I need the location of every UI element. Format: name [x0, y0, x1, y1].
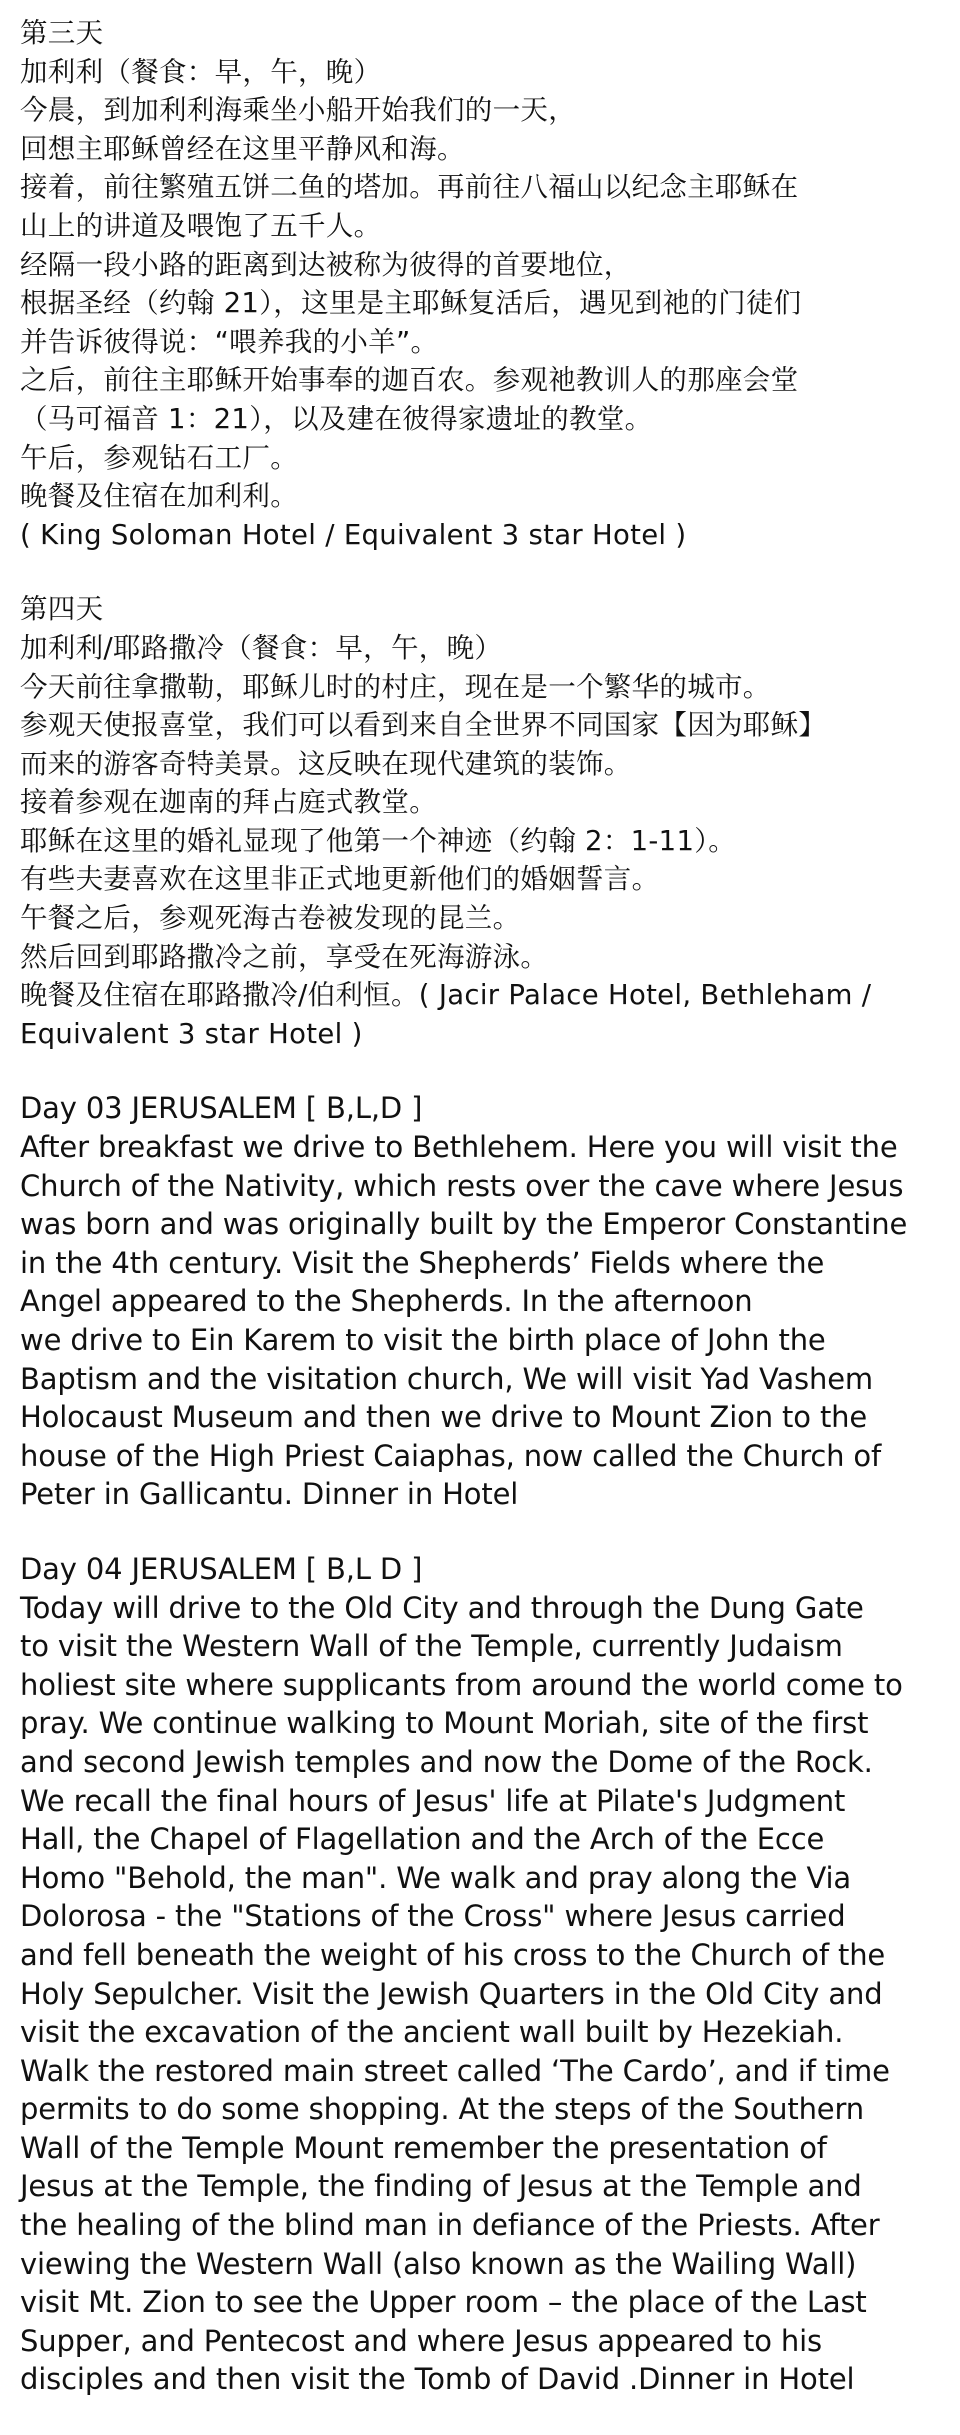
text-line: 晚餐及住宿在加利利。 [20, 480, 298, 513]
section-heading: Day 04 JERUSALEM [ B,L D ] [20, 1551, 423, 1586]
text-line: permits to do some shopping. At the steps of the Southern [20, 2092, 864, 2127]
text-line: Homo "Behold, the man". We walk and pray along the Via [20, 1860, 852, 1895]
itinerary-document [20, 14, 950, 2435]
text-line: 山上的讲道及喂饱了五千人。 [20, 209, 382, 242]
day-3-chinese-section [20, 14, 950, 554]
text-line: 耶稣在这里的婚礼显现了他第一个神迹（约翰 2：1-11）。 [20, 824, 737, 857]
text-line: house of the High Priest Caiaphas, now called the Church of [20, 1438, 882, 1473]
text-line: Angel appeared to the Shepherds. In the afternoon [20, 1284, 753, 1319]
text-line: in the 4th century. Visit the Shepherds’ Fields where the [20, 1245, 825, 1280]
text-line: Dolorosa - the "Stations of the Cross" where Jesus carried [20, 1899, 846, 1934]
text-line: Today will drive to the Old City and through the Dung Gate [20, 1590, 864, 1625]
text-line: 根据圣经（约翰 21），这里是主耶稣复活后，遇见到祂的门徒们 [20, 287, 802, 320]
text-line: disciples and then visit the Tomb of David .Dinner in Hotel [20, 2362, 855, 2397]
day-3-english-section [20, 1089, 950, 1514]
text-line: 午餐之后，参观死海古卷被发现的昆兰。 [20, 902, 521, 935]
text-line: 今天前往拿撒勒，耶稣儿时的村庄，现在是一个繁华的城市。 [20, 670, 771, 703]
text-line: Wall of the Temple Mount remember the presentation of [20, 2130, 827, 2165]
text-line: Baptism and the visitation church, We will visit Yad Vashem [20, 1361, 874, 1396]
text-line: 加利利/耶路撒冷（餐食：早，午，晚） [20, 631, 503, 664]
text-line: （马可福音 1：21），以及建在彼得家遗址的教堂。 [20, 402, 653, 435]
text-line: the healing of the blind man in defiance of the Priests. After [20, 2208, 880, 2243]
text-line: 回想主耶稣曾经在这里平静风和海。 [20, 132, 465, 165]
text-line: pray. We continue walking to Mount Moriah, site of the first [20, 1706, 869, 1741]
text-line: Peter in Gallicantu. Dinner in Hotel [20, 1477, 519, 1512]
day-4-english-section [20, 1550, 950, 2399]
section-heading: 第四天 [20, 593, 104, 626]
text-line: Holy Sepulcher. Visit the Jewish Quarters in the Old City and [20, 1976, 883, 2011]
section-heading: 第三天 [20, 17, 104, 49]
text-line: 今晨，到加利利海乘坐小船开始我们的一天， [20, 94, 576, 127]
text-line: 午后，参观钻石工厂。 [20, 441, 298, 474]
text-line: Jesus at the Temple, the finding of Jesus at the Temple and [20, 2169, 862, 2204]
text-line: 有些夫妻喜欢在这里非正式地更新他们的婚姻誓言。 [20, 863, 660, 896]
text-line: Supper, and Pentecost and where Jesus appeared to his [20, 2323, 823, 2358]
hotel-line: ( King Soloman Hotel / Equivalent 3 star Hotel ) [20, 518, 687, 551]
text-line: holiest site where supplicants from around the world come to [20, 1667, 903, 1702]
text-line: Hall, the Chapel of Flagellation and the Arch of the Ecce [20, 1822, 825, 1857]
text-line: Walk the restored main street called ‘The Cardo’, and if time [20, 2053, 890, 2088]
text-line: 并告诉彼得说：“喂养我的小羊”。 [20, 325, 439, 358]
text-line: Church of the Nativity, which rests over the cave where Jesus [20, 1168, 904, 1203]
text-line: 经隔一段小路的距离到达被称为彼得的首要地位， [20, 248, 632, 281]
day-4-chinese-section [20, 590, 950, 1053]
section-heading: Day 03 JERUSALEM [ B,L,D ] [20, 1091, 423, 1126]
text-line: to visit the Western Wall of the Temple, currently Judaism [20, 1629, 843, 1664]
text-line: visit Mt. Zion to see the Upper room – the place of the Last [20, 2285, 867, 2320]
text-line: 接着参观在迦南的拜占庭式教堂。 [20, 786, 437, 819]
text-line: 加利利（餐食：早，午，晚） [20, 55, 382, 88]
text-line: Holocaust Museum and then we drive to Mount Zion to the [20, 1400, 868, 1435]
text-line: 而来的游客奇特美景。这反映在现代建筑的装饰。 [20, 747, 632, 780]
text-line: We recall the final hours of Jesus' life at Pilate's Judgment [20, 1783, 846, 1818]
text-line: 接着，前往繁殖五饼二鱼的塔加。再前往八福山以纪念主耶稣在 [20, 171, 799, 204]
text-line: and fell beneath the weight of his cross to the Church of the [20, 1937, 886, 1972]
hotel-line: Equivalent 3 star Hotel ) [20, 1017, 363, 1050]
text-line: we drive to Ein Karem to visit the birth place of John the [20, 1323, 826, 1357]
text-line: visit the excavation of the ancient wall built by Hezekiah. [20, 2015, 844, 2050]
text-line: 参观天使报喜堂，我们可以看到来自全世界不同国家【因为耶稣】 [20, 709, 827, 742]
text-line: 之后，前往主耶稣开始事奉的迦百农。参观祂教训人的那座会堂 [20, 364, 799, 397]
text-line: and second Jewish temples and now the Dome of the Rock. [20, 1744, 873, 1779]
text-line: viewing the Western Wall (also known as the Wailing Wall) [20, 2246, 857, 2281]
text-line: 然后回到耶路撒冷之前，享受在死海游泳。 [20, 940, 549, 973]
text-line: 晚餐及住宿在耶路撒冷/伯利恒。( Jacir Palace Hotel, Bethleham / [20, 979, 872, 1012]
text-line: was born and was originally built by the Emperor Constantine [20, 1207, 908, 1242]
text-line: After breakfast we drive to Bethlehem. Here you will visit the [20, 1130, 898, 1165]
